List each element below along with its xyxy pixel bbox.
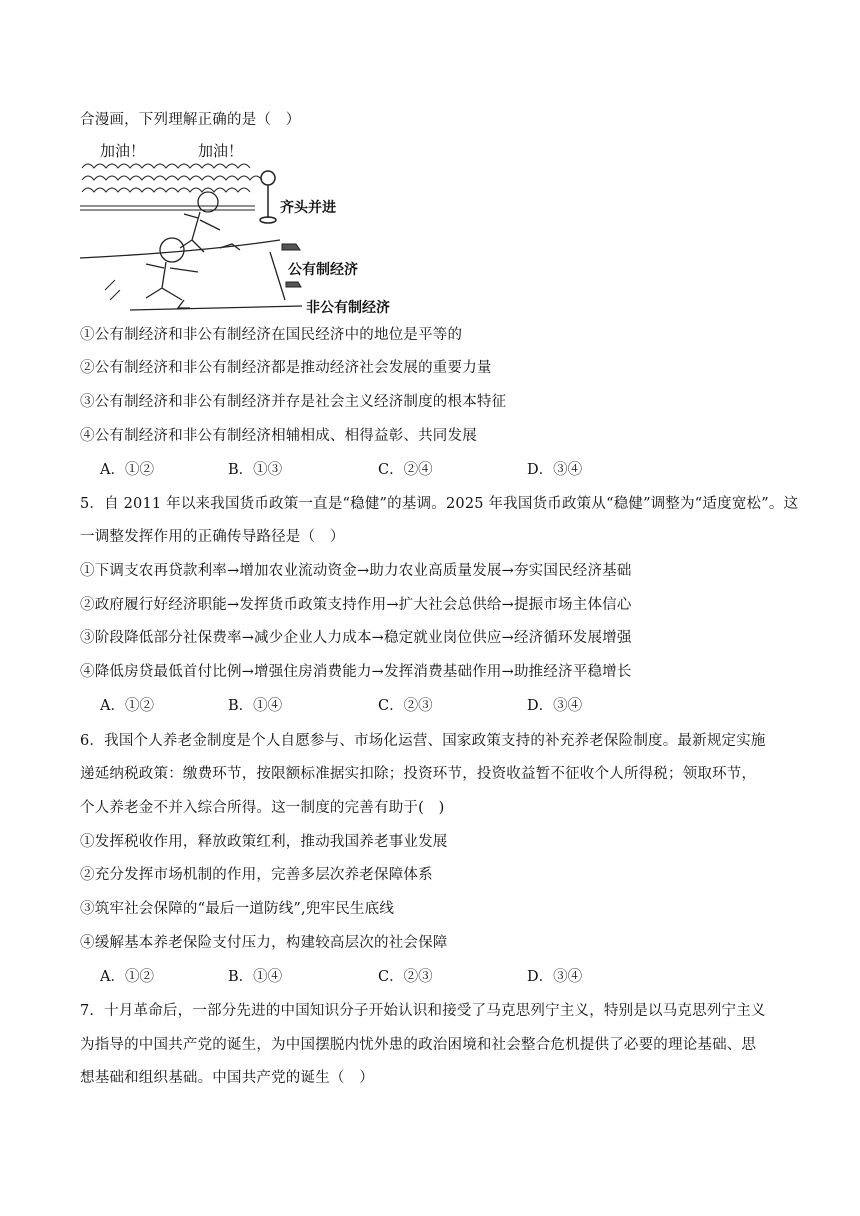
flag-post-drawing — [260, 171, 276, 223]
q5-stem-line-2: 一调整发挥作用的正确传导路径是（ ） — [80, 529, 345, 545]
cheer-right: 加油！ — [198, 142, 244, 160]
q4-statement-1: ①公有制经济和非公有制经济在国民经济中的地位是平等的 — [80, 327, 463, 343]
q5-statement-2: ②政府履行好经济职能→发挥货币政策支持作用→扩大社会总供给→提振市场主体信心 — [80, 597, 632, 613]
q7-stem-line-2: 为指导的中国共产党的诞生，为中国摆脱内忧外患的政治困境和社会整合危机提供了必要的理论基础、思 — [80, 1037, 757, 1053]
q6-statement-4: ④缓解基本养老保险支付压力，构建较高层次的社会保障 — [80, 935, 448, 951]
q4-option-d[interactable]: D．③④ — [527, 462, 583, 478]
q7-stem-line-3: 想基础和组织基础。中国共产党的诞生（ ） — [80, 1070, 374, 1086]
q7-stem-line-1: 7．十月革命后，一部分先进的中国知识分子开始认识和接受了马克思列宁主义，特别是以马克思列宁主义 — [80, 1003, 766, 1019]
q6-option-a[interactable]: A．①② — [100, 969, 154, 985]
q5-statement-4: ④降低房贷最低首付比例→增强住房消费能力→发挥消费基础作用→助推经济平稳增长 — [80, 664, 632, 680]
cheer-left: 加油！ — [100, 142, 146, 160]
q6-statement-3: ③筑牢社会保障的“最后一道防线”,兜牢民生底线 — [80, 901, 395, 917]
track-lines — [80, 240, 302, 310]
q4-statement-4: ④公有制经济和非公有制经济相辅相成、相得益彰、共同发展 — [80, 428, 477, 444]
runner-front-drawing — [180, 192, 240, 252]
q5-option-d[interactable]: D．③④ — [527, 698, 583, 714]
crowd-drawing — [80, 164, 262, 210]
q6-option-b[interactable]: B．①④ — [228, 969, 283, 985]
q6-stem-line-3: 个人养老金不并入综合所得。这一制度的完善有助于( ) — [80, 800, 445, 816]
q5-stem-line-1: 5．自 2011 年以来我国货币政策一直是“稳健”的基调。2025 年我国货币政策从“稳健”调整为“适度宽松”。这 — [80, 496, 799, 512]
q4-statement-2: ②公有制经济和非公有制经济都是推动经济社会发展的重要力量 — [80, 360, 492, 376]
q4-statement-3: ③公有制经济和非公有制经济并存是社会主义经济制度的根本特征 — [80, 394, 507, 410]
q5-option-a[interactable]: A．①② — [100, 698, 154, 714]
runner-front-label: 公有制经济 — [288, 262, 358, 278]
q4-option-b[interactable]: B．①③ — [228, 462, 283, 478]
q6-option-d[interactable]: D．③④ — [527, 969, 583, 985]
q6-option-c[interactable]: C．②③ — [378, 969, 433, 985]
flag-label: 齐头并进 — [280, 200, 336, 216]
q5-option-c[interactable]: C．②③ — [378, 698, 433, 714]
q5-option-b[interactable]: B．①④ — [228, 698, 283, 714]
runner-back-drawing — [146, 238, 198, 308]
cartoon-illustration — [80, 140, 420, 318]
runner-back-label: 非公有制经济 — [306, 300, 390, 316]
q4-stem-tail: 合漫画，下列理解正确的是（ ） — [80, 112, 301, 128]
q4-option-a[interactable]: A．①② — [100, 462, 154, 478]
q4-option-c[interactable]: C．②④ — [378, 462, 433, 478]
q6-stem-line-1: 6．我国个人养老金制度是个人自愿参与、市场化运营、国家政策支持的补充养老保险制度。最新规定实施 — [80, 733, 766, 749]
q5-statement-3: ③阶段降低部分社保费率→减少企业人力成本→稳定就业岗位供应→经济循环发展增强 — [80, 630, 632, 646]
q6-stem-line-2: 递延纳税政策：缴费环节，按限额标准据实扣除；投资环节，投资收益暂不征收个人所得税；领取环节， — [80, 766, 757, 782]
q6-statement-1: ①发挥税收作用，释放政策红利，推动我国养老事业发展 — [80, 834, 448, 850]
q6-statement-2: ②充分发挥市场机制的作用，完善多层次养老保障体系 — [80, 867, 433, 883]
q5-statement-1: ①下调支农再贷款利率→增加农业流动资金→助力农业高质量发展→夯实国民经济基础 — [80, 563, 632, 579]
